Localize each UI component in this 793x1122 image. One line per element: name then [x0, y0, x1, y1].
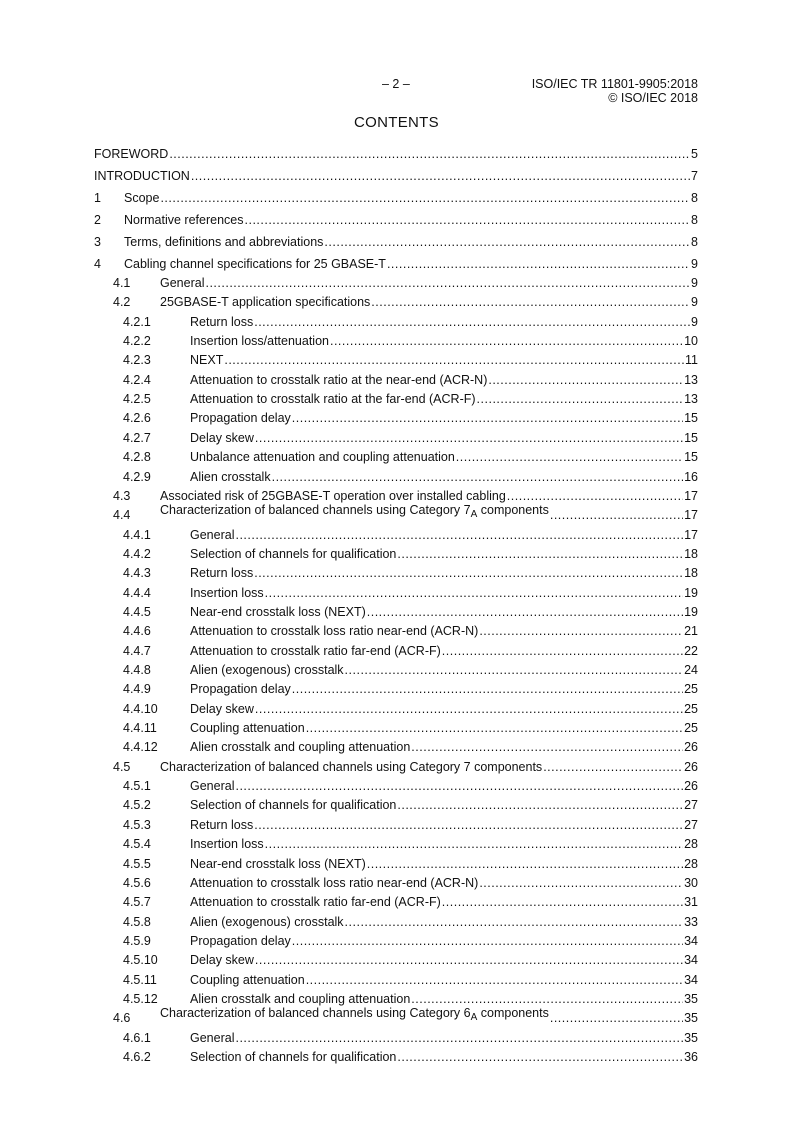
toc-entry-page-number: 26 [684, 779, 698, 794]
dot-leader [265, 837, 683, 851]
toc-entry-page-number: 16 [684, 469, 698, 484]
toc-entry[interactable] [94, 853, 698, 871]
toc-entry[interactable] [94, 659, 698, 677]
toc-entry-title [190, 934, 291, 948]
dot-leader [507, 489, 683, 503]
toc-entry-title-text: Characterization of balanced channels using Category 6 [160, 1006, 471, 1021]
toc-entry-page-number: 34 [684, 953, 698, 968]
toc-entry[interactable] [94, 1027, 698, 1045]
dot-leader [411, 740, 683, 754]
dot-leader [235, 779, 683, 793]
page-number: – 2 – [382, 77, 410, 91]
toc-entry[interactable] [94, 620, 698, 638]
toc-entry-number: 4.2.4 [123, 372, 151, 387]
dot-leader [442, 895, 683, 909]
toc-entry-page-number: 35 [684, 1030, 698, 1045]
toc-entry[interactable] [94, 369, 698, 387]
dot-leader [160, 191, 690, 205]
toc-entry-title-text: Attenuation to crosstalk ratio at the far-end (ACR-F) [190, 392, 476, 407]
dot-leader [235, 1031, 683, 1045]
toc-entry-number: 4.5 [113, 759, 131, 774]
toc-entry[interactable] [94, 291, 698, 309]
dot-leader [397, 1050, 683, 1064]
toc-entry-title-text: Delay skew [190, 701, 254, 716]
toc-entry-title [190, 586, 264, 600]
toc-entry-number: 4.5.10 [123, 953, 158, 968]
toc-entry-page-number: 21 [684, 624, 698, 639]
toc-entry-title-text: Coupling attenuation [190, 721, 305, 736]
toc-entry-title [124, 213, 244, 227]
dot-leader [371, 295, 690, 309]
toc-entry-number: 4.4.9 [123, 682, 151, 697]
toc-entry-title [190, 779, 234, 793]
toc-entry-page-number: 25 [684, 721, 698, 736]
toc-entry-title-text: Associated risk of 25GBASE-T operation over installed cabling [160, 488, 506, 503]
toc-entry-title [190, 682, 291, 696]
toc-entry-title [190, 353, 223, 367]
toc-entry-title-text: Alien (exogenous) crosstalk [190, 914, 344, 929]
toc-entry[interactable] [94, 814, 698, 832]
dot-leader [550, 1011, 683, 1025]
toc-entry-title-text: Return loss [190, 566, 254, 581]
toc-entry-title-text: Propagation delay [190, 682, 291, 697]
toc-entry-title-text: Attenuation to crosstalk ratio far-end (ACR-F) [190, 643, 441, 658]
toc-entry-title [190, 798, 396, 812]
toc-entry-page-number: 34 [684, 933, 698, 948]
dot-leader [397, 547, 683, 561]
dot-leader [292, 934, 683, 948]
toc-entry[interactable] [94, 388, 698, 406]
toc-entry-page-number: 27 [684, 817, 698, 832]
toc-entry-number: 1 [94, 191, 101, 205]
toc-entry-title [160, 760, 542, 774]
dot-leader [255, 431, 683, 445]
dot-leader [169, 147, 690, 161]
dot-leader [272, 470, 684, 484]
toc-entry-title [190, 644, 441, 658]
toc-entry-title-text: INTRODUCTION [94, 169, 190, 183]
toc-entry-page-number: 15 [684, 430, 698, 445]
toc-entry-title [160, 489, 506, 503]
toc-entry-page-number: 28 [684, 856, 698, 871]
toc-entry-title [190, 470, 271, 484]
toc-entry-title [190, 721, 305, 735]
dot-leader [235, 528, 683, 542]
toc-entry-title-text: Return loss [190, 817, 254, 832]
toc-entry-title [190, 702, 254, 716]
toc-entry-title-text: Alien crosstalk and coupling attenuation [190, 740, 411, 755]
toc-entry-title-text: Insertion loss [190, 837, 264, 852]
dot-leader [543, 760, 683, 774]
toc-entry-number: 4.5.7 [123, 895, 151, 910]
toc-entry-page-number: 26 [684, 759, 698, 774]
toc-entry[interactable] [94, 311, 698, 329]
toc-entry-title [190, 605, 366, 619]
dot-leader [479, 876, 683, 890]
dot-leader [479, 624, 683, 638]
toc-entry-title-text: General [190, 527, 235, 542]
toc-entry-number: 4.4.4 [123, 585, 151, 600]
toc-entry-number: 4.5.3 [123, 817, 151, 832]
toc-entry-title [190, 566, 253, 580]
toc-entry-page-number: 13 [684, 392, 698, 407]
toc-entry-page-number: 15 [684, 450, 698, 465]
toc-entry-page-number: 31 [684, 895, 698, 910]
toc-entry-title-text: Near-end crosstalk loss (NEXT) [190, 604, 366, 619]
toc-entry-title [124, 257, 386, 271]
toc-entry-title-text: General [190, 1030, 235, 1045]
toc-entry-title-text: Alien crosstalk [190, 469, 271, 484]
toc-entry-page-number: 13 [684, 372, 698, 387]
toc-entry-number: 4.5.5 [123, 856, 151, 871]
toc-entry-page-number: 17 [684, 527, 698, 542]
toc-entry-number: 4.1 [113, 276, 131, 290]
toc-entry-title [190, 1050, 396, 1064]
toc-entry-title [190, 528, 234, 542]
toc-entry[interactable] [94, 427, 698, 445]
toc-entry-number: 4.5.4 [123, 837, 151, 852]
toc-entry-number: 4.4.1 [123, 527, 151, 542]
document-id: ISO/IEC TR 11801-9905:2018 [531, 77, 698, 91]
toc-entry-title [124, 191, 159, 205]
toc-entry-title [190, 431, 254, 445]
toc-entry[interactable] [94, 930, 698, 948]
toc-entry-page-number: 22 [684, 643, 698, 658]
toc-entry-page-number: 8 [691, 235, 698, 249]
toc-entry-title-text: Propagation delay [190, 933, 291, 948]
toc-entry-page-number: 35 [684, 1011, 698, 1026]
toc-entry-number: 4.4.2 [123, 546, 151, 561]
toc-entry[interactable] [94, 165, 698, 183]
toc-entry-title [94, 147, 168, 161]
toc-entry[interactable] [94, 543, 698, 561]
toc-entry-title-text: Unbalance attenuation and coupling attenuation [190, 450, 455, 465]
dot-leader [205, 276, 690, 290]
toc-entry-page-number: 34 [684, 972, 698, 987]
dot-leader [411, 992, 683, 1006]
toc-entry-title [190, 915, 344, 929]
toc-entry-page-number: 9 [691, 295, 698, 310]
toc-entry[interactable] [94, 504, 698, 522]
toc-entry-title [190, 857, 366, 871]
toc-entry[interactable] [94, 1046, 698, 1064]
dot-leader [306, 721, 683, 735]
toc-entry-title-text: Normative references [124, 213, 244, 227]
toc-entry-number: 4.2.9 [123, 469, 151, 484]
toc-entry-page-number: 17 [684, 508, 698, 523]
toc-entry-title [190, 818, 253, 832]
toc-entry[interactable] [94, 582, 698, 600]
toc-entry-number: 4.4.5 [123, 604, 151, 619]
toc-entry-page-number: 8 [691, 213, 698, 227]
dot-leader [292, 411, 683, 425]
toc-entry-title [160, 503, 549, 522]
toc-entry[interactable] [94, 949, 698, 967]
toc-entry[interactable] [94, 187, 698, 205]
dot-leader [292, 682, 683, 696]
toc-entry-page-number: 8 [691, 191, 698, 205]
dot-leader [306, 973, 683, 987]
dot-leader [254, 818, 683, 832]
dot-leader [477, 392, 684, 406]
toc-entry[interactable] [94, 640, 698, 658]
toc-entry-title-text: Propagation delay [190, 411, 291, 426]
dot-leader [191, 169, 690, 183]
toc-entry[interactable] [94, 833, 698, 851]
toc-entry-number: 4.2.6 [123, 411, 151, 426]
toc-entry-title [190, 953, 254, 967]
toc-entry[interactable] [94, 872, 698, 890]
page-title: CONTENTS [354, 114, 439, 131]
toc-entry-page-number: 15 [684, 411, 698, 426]
dot-leader [324, 235, 690, 249]
toc-entry[interactable] [94, 231, 698, 249]
toc-entry-title-text: Cabling channel specifications for 25 GBASE-T [124, 257, 386, 271]
toc-entry-title [190, 547, 396, 561]
toc-entry-title [124, 235, 323, 249]
toc-entry-title-text: Terms, definitions and abbreviations [124, 235, 324, 249]
toc-entry-page-number: 9 [691, 314, 698, 329]
toc-entry-title-text: Attenuation to crosstalk ratio at the near-end (ACR-N) [190, 372, 488, 387]
dot-leader [345, 663, 684, 677]
toc-entry-title [190, 740, 410, 754]
toc-entry-title-text: General [190, 779, 235, 794]
toc-entry-page-number: 33 [684, 914, 698, 929]
toc-entry-page-number: 9 [691, 257, 698, 271]
toc-entry[interactable] [94, 601, 698, 619]
toc-entry-page-number: 24 [684, 663, 698, 677]
toc-entry-number: 4.2 [113, 295, 131, 310]
dot-leader [254, 566, 683, 580]
toc-entry-number: 4.3 [113, 488, 131, 503]
dot-leader [387, 257, 690, 271]
toc-entry[interactable] [94, 253, 698, 271]
toc-entry-title-text: Coupling attenuation [190, 972, 305, 987]
toc-entry-page-number: 9 [691, 276, 698, 290]
toc-entry-title [190, 895, 441, 909]
toc-entry-number: 4.2.5 [123, 392, 151, 407]
toc-entry-title-text: Alien (exogenous) crosstalk [190, 663, 344, 677]
toc-entry-number: 4.4.3 [123, 566, 151, 581]
toc-entry-page-number: 30 [684, 875, 698, 890]
dot-leader [367, 857, 683, 871]
toc-entry-title-text: Delay skew [190, 430, 254, 445]
toc-entry-title-text: FOREWORD [94, 147, 169, 161]
toc-entry-title [190, 837, 264, 851]
toc-entry-title-text: 25GBASE-T application specifications [160, 295, 371, 310]
toc-entry[interactable] [94, 698, 698, 716]
toc-entry[interactable] [94, 349, 698, 367]
toc-entry[interactable] [94, 775, 698, 793]
toc-entry[interactable] [94, 988, 698, 1006]
toc-entry-subscript: A [470, 1012, 478, 1024]
dot-leader [550, 508, 683, 522]
dot-leader [224, 353, 684, 367]
toc-entry[interactable] [94, 562, 698, 580]
toc-entry-number: 4.5.11 [123, 972, 157, 987]
toc-entry-number: 4.5.9 [123, 933, 151, 948]
toc-entry-page-number: 18 [684, 546, 698, 561]
toc-entry[interactable] [94, 524, 698, 542]
toc-entry-title-text: Return loss [190, 314, 254, 329]
toc-entry-page-number: 19 [684, 604, 698, 619]
toc-entry-number: 4.5.6 [123, 875, 151, 890]
toc-entry-title-text: Insertion loss/attenuation [190, 334, 329, 349]
toc-entry-title-text: General [160, 276, 205, 290]
toc-entry[interactable] [94, 407, 698, 425]
toc-entry-number: 4.4.6 [123, 624, 151, 639]
toc-entry-title [160, 276, 204, 290]
toc-entry-title-text: Attenuation to crosstalk loss ratio near-end (ACR-N) [190, 875, 479, 890]
toc-entry[interactable] [94, 466, 698, 484]
toc-entry-title [160, 1006, 549, 1025]
toc-entry-title [190, 450, 455, 464]
toc-entry-title [190, 663, 344, 677]
toc-entry[interactable] [94, 911, 698, 929]
toc-entry[interactable] [94, 143, 698, 161]
toc-entry-number: 4.5.8 [123, 914, 151, 929]
toc-entry-title-text: Selection of channels for qualification [190, 546, 397, 561]
dot-leader [345, 915, 684, 929]
toc-entry-number: 4.2.1 [123, 314, 151, 329]
toc-entry-page-number: 28 [684, 837, 698, 852]
toc-entry-title [190, 876, 478, 890]
toc-entry-number: 2 [94, 213, 101, 227]
toc-entry[interactable] [94, 794, 698, 812]
toc-entry-number: 4.4.10 [123, 701, 158, 716]
toc-entry[interactable] [94, 678, 698, 696]
toc-entry-page-number: 25 [684, 682, 698, 697]
toc-entry-page-number: 10 [684, 334, 698, 349]
toc-entry[interactable] [94, 446, 698, 464]
toc-entry-title-text: Delay skew [190, 953, 254, 968]
toc-entry-number: 4.6.2 [123, 1050, 151, 1064]
toc-entry-title-text: Characterization of balanced channels using Category 7 components [160, 759, 543, 774]
dot-leader [488, 373, 683, 387]
toc-entry-title [190, 373, 487, 387]
toc-entry-page-number: 11 [685, 353, 698, 368]
toc-entry-page-number: 5 [691, 147, 698, 161]
toc-entry-title [190, 973, 305, 987]
toc-entry[interactable] [94, 330, 698, 348]
toc-entry-number: 4.5.1 [123, 779, 151, 794]
toc-entry-title [190, 624, 478, 638]
toc-entry-number: 4.5.12 [123, 991, 158, 1006]
toc-entry-page-number: 35 [684, 991, 698, 1006]
toc-entry-number: 3 [94, 235, 101, 249]
toc-entry-number: 4.6 [113, 1011, 131, 1026]
toc-entry-number: 4.6.1 [123, 1030, 151, 1045]
dot-leader [397, 798, 683, 812]
dot-leader [367, 605, 683, 619]
toc-entry[interactable] [94, 891, 698, 909]
dot-leader [265, 586, 683, 600]
dot-leader [330, 334, 683, 348]
toc-entry-number: 4.4.11 [123, 721, 157, 736]
toc-entry-number: 4.5.2 [123, 798, 151, 813]
toc-entry-number: 4.2.7 [123, 430, 151, 445]
toc-entry-title [190, 334, 329, 348]
toc-entry-number: 4.4 [113, 508, 131, 523]
toc-entry[interactable] [94, 1007, 698, 1025]
toc-entry-title-tail: components [477, 503, 549, 518]
toc-entry[interactable] [94, 969, 698, 987]
dot-leader [255, 953, 683, 967]
toc-entry-title-text: Insertion loss [190, 585, 264, 600]
toc-entry-page-number: 25 [684, 701, 698, 716]
toc-entry-number: 4 [94, 257, 101, 271]
toc-entry-title-text: Alien crosstalk and coupling attenuation [190, 991, 411, 1006]
toc-entry-number: 4.4.12 [123, 740, 158, 755]
toc-entry-title-text: Attenuation to crosstalk loss ratio near-end (ACR-N) [190, 624, 479, 639]
toc-entry-page-number: 19 [684, 585, 698, 600]
dot-leader [442, 644, 683, 658]
toc-entry-page-number: 18 [684, 566, 698, 581]
toc-entry-number: 4.2.2 [123, 334, 151, 349]
toc-entry[interactable] [94, 272, 698, 290]
toc-entry-title [190, 315, 253, 329]
toc-entry-number: 4.4.8 [123, 663, 151, 677]
toc-entry[interactable] [94, 209, 698, 227]
toc-entry-title-text: Scope [124, 191, 160, 205]
document-header [532, 77, 698, 105]
toc-entry-title [190, 411, 291, 425]
toc-entry-number: 4.2.3 [123, 353, 151, 368]
toc-entry-title-text: NEXT [190, 353, 224, 368]
toc-entry[interactable] [94, 717, 698, 735]
toc-entry[interactable] [94, 756, 698, 774]
toc-entry-subscript: A [470, 509, 478, 521]
toc-entry-page-number: 26 [684, 740, 698, 755]
toc-entry-page-number: 17 [684, 488, 698, 503]
toc-entry-page-number: 27 [684, 798, 698, 813]
toc-entry-page-number: 36 [684, 1050, 698, 1064]
dot-leader [255, 702, 683, 716]
toc-entry-number: 4.4.7 [123, 643, 151, 658]
toc-entry-title [160, 295, 370, 309]
toc-entry-title [190, 1031, 234, 1045]
toc-entry-number: 4.2.8 [123, 450, 151, 465]
toc-entry[interactable] [94, 485, 698, 503]
toc-entry-title-tail: components [477, 1006, 549, 1021]
copyright-notice: © ISO/IEC 2018 [608, 91, 698, 105]
toc-entry-title-text: Attenuation to crosstalk ratio far-end (ACR-F) [190, 895, 441, 910]
dot-leader [254, 315, 690, 329]
toc-entry[interactable] [94, 736, 698, 754]
toc-entry-page-number: 7 [691, 169, 698, 183]
dot-leader [245, 213, 691, 227]
dot-leader [456, 450, 683, 464]
toc-entry-title-text: Selection of channels for qualification [190, 798, 397, 813]
toc-entry-title-text: Selection of channels for qualification [190, 1050, 397, 1064]
toc-entry-title [94, 169, 190, 183]
toc-entry-title [190, 992, 410, 1006]
toc-entry-title-text: Characterization of balanced channels using Category 7 [160, 503, 471, 518]
toc-entry-title-text: Near-end crosstalk loss (NEXT) [190, 856, 366, 871]
toc-entry-title [190, 392, 476, 406]
